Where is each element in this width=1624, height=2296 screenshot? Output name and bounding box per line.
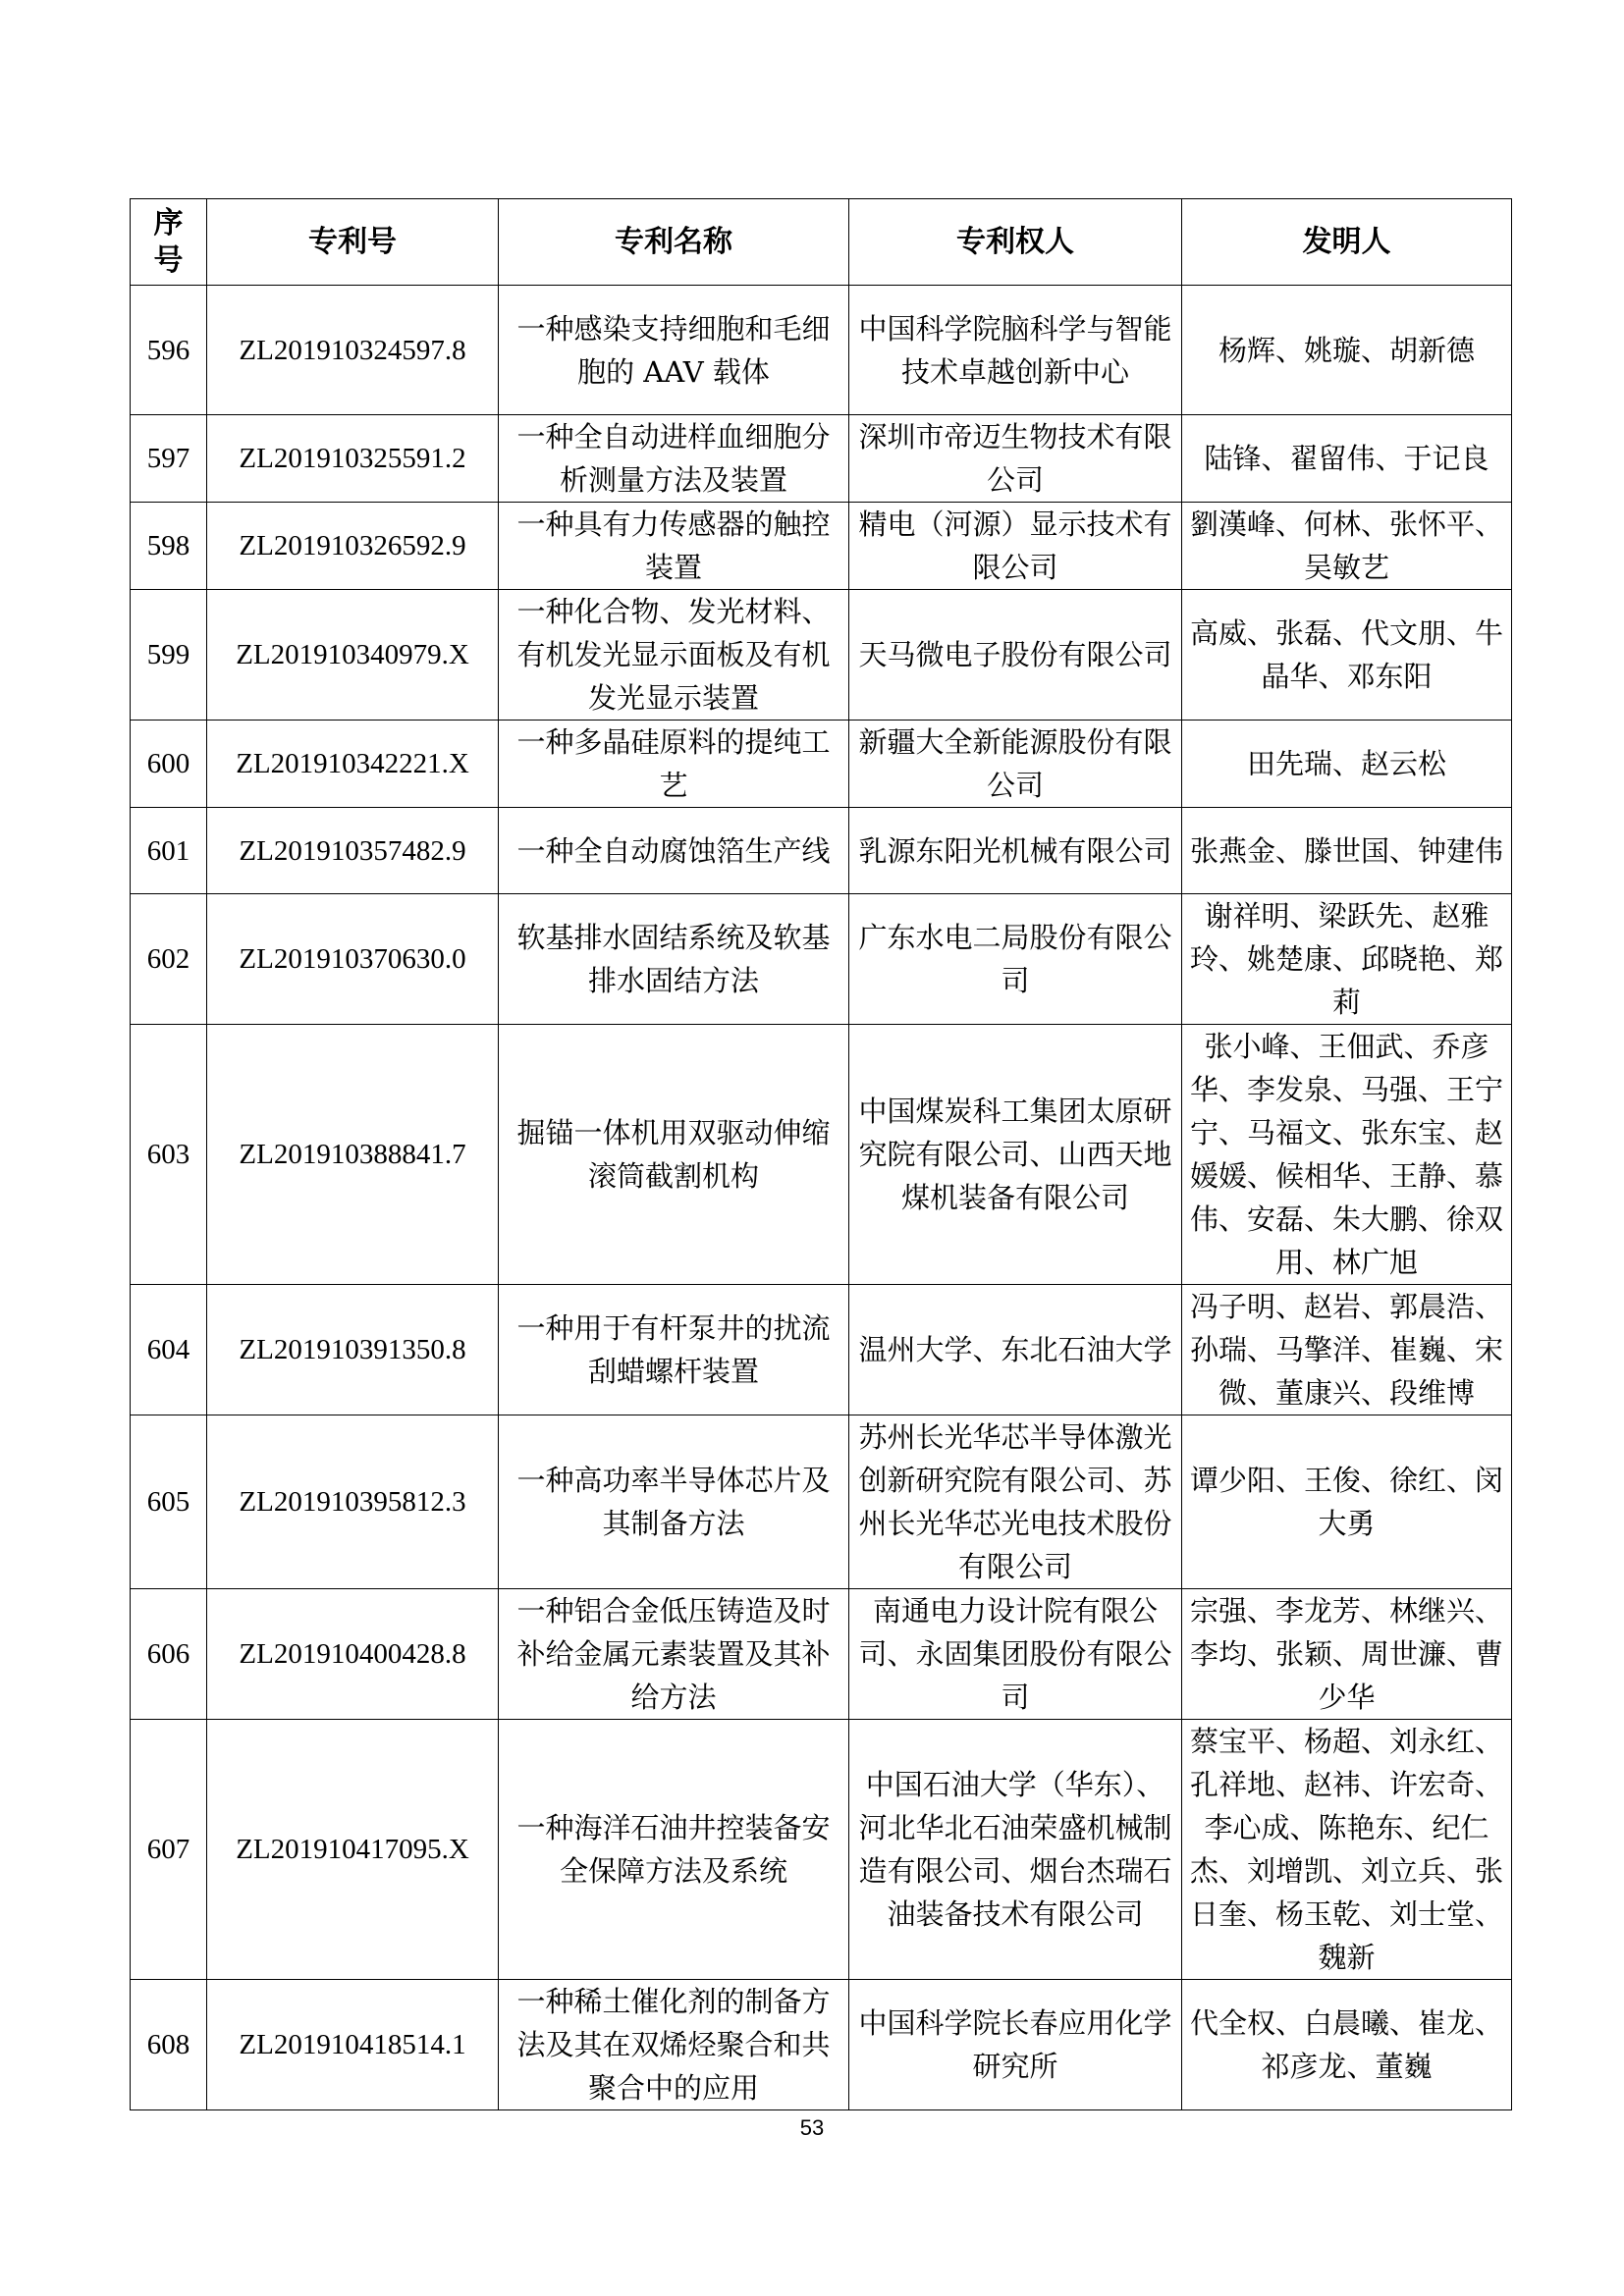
- cell-holder: 中国煤炭科工集团太原研究院有限公司、山西天地煤机装备有限公司: [849, 1025, 1182, 1285]
- table-row: [131, 1025, 1512, 1285]
- table-header-row: [131, 199, 1512, 286]
- cell-patent-no: ZL201910342221.X: [207, 721, 499, 808]
- cell-patent-no: ZL201910340979.X: [207, 590, 499, 721]
- patent-table: [130, 198, 1512, 2110]
- cell-holder: 精电（河源）显示技术有限公司: [849, 503, 1182, 590]
- cell-patent-no: ZL201910324597.8: [207, 286, 499, 415]
- table-row: [131, 1720, 1512, 1980]
- table-row: [131, 1415, 1512, 1589]
- cell-patent-no: ZL201910395812.3: [207, 1415, 499, 1589]
- cell-holder: 乳源东阳光机械有限公司: [849, 808, 1182, 894]
- cell-holder: 新疆大全新能源股份有限公司: [849, 721, 1182, 808]
- header-patent-no: 专利号: [207, 199, 499, 286]
- cell-seq: 606: [131, 1589, 207, 1720]
- cell-seq: 596: [131, 286, 207, 415]
- cell-patent-name: 一种铝合金低压铸造及时补给金属元素装置及其补给方法: [499, 1589, 849, 1720]
- table-row: [131, 286, 1512, 415]
- cell-holder: 中国石油大学（华东）、河北华北石油荣盛机械制造有限公司、烟台杰瑞石油装备技术有限公司: [849, 1720, 1182, 1980]
- cell-patent-name: 一种稀土催化剂的制备方法及其在双烯烃聚合和共聚合中的应用: [499, 1980, 849, 2110]
- cell-inventors: 张燕金、滕世国、钟建伟: [1182, 808, 1512, 894]
- cell-seq: 602: [131, 894, 207, 1025]
- cell-seq: 605: [131, 1415, 207, 1589]
- cell-holder: 中国科学院脑科学与智能技术卓越创新中心: [849, 286, 1182, 415]
- cell-patent-name: 一种具有力传感器的触控装置: [499, 503, 849, 590]
- cell-patent-name: 软基排水固结系统及软基排水固结方法: [499, 894, 849, 1025]
- cell-patent-name: 一种感染支持细胞和毛细胞的 AAV 载体: [499, 286, 849, 415]
- cell-inventors: 杨辉、姚璇、胡新德: [1182, 286, 1512, 415]
- header-holder: 专利权人: [849, 199, 1182, 286]
- cell-seq: 597: [131, 415, 207, 503]
- cell-patent-no: ZL201910326592.9: [207, 503, 499, 590]
- table-row: [131, 590, 1512, 721]
- cell-holder: 温州大学、东北石油大学: [849, 1285, 1182, 1415]
- header-inventors: 发明人: [1182, 199, 1512, 286]
- cell-patent-no: ZL201910400428.8: [207, 1589, 499, 1720]
- cell-patent-no: ZL201910417095.X: [207, 1720, 499, 1980]
- cell-patent-name: 掘锚一体机用双驱动伸缩滚筒截割机构: [499, 1025, 849, 1285]
- cell-patent-no: ZL201910325591.2: [207, 415, 499, 503]
- cell-patent-name: 一种海洋石油井控装备安全保障方法及系统: [499, 1720, 849, 1980]
- cell-inventors: 谢祥明、梁跃先、赵雅玲、姚楚康、邱晓艳、郑莉: [1182, 894, 1512, 1025]
- table-row: [131, 808, 1512, 894]
- table-row: [131, 1589, 1512, 1720]
- table-row: [131, 415, 1512, 503]
- cell-seq: 601: [131, 808, 207, 894]
- cell-patent-no: ZL201910370630.0: [207, 894, 499, 1025]
- header-seq: [131, 199, 207, 286]
- cell-seq: 607: [131, 1720, 207, 1980]
- table-row: [131, 503, 1512, 590]
- cell-patent-no: ZL201910388841.7: [207, 1025, 499, 1285]
- cell-seq: 599: [131, 590, 207, 721]
- cell-inventors: 陆锋、翟留伟、于记良: [1182, 415, 1512, 503]
- cell-patent-name: 一种全自动进样血细胞分析测量方法及装置: [499, 415, 849, 503]
- cell-patent-no: ZL201910391350.8: [207, 1285, 499, 1415]
- table-row: [131, 721, 1512, 808]
- table-row: [131, 894, 1512, 1025]
- cell-holder: 中国科学院长春应用化学研究所: [849, 1980, 1182, 2110]
- cell-patent-name: 一种用于有杆泵井的扰流刮蜡螺杆装置: [499, 1285, 849, 1415]
- table-row: [131, 1980, 1512, 2110]
- cell-patent-name: 一种全自动腐蚀箔生产线: [499, 808, 849, 894]
- cell-patent-name: 一种多晶硅原料的提纯工艺: [499, 721, 849, 808]
- cell-inventors: 代全权、白晨曦、崔龙、祁彦龙、董巍: [1182, 1980, 1512, 2110]
- cell-inventors: 冯子明、赵岩、郭晨浩、孙瑞、马擎洋、崔巍、宋微、董康兴、段维博: [1182, 1285, 1512, 1415]
- header-seq-top: 序: [153, 205, 184, 240]
- cell-patent-name: 一种化合物、发光材料、有机发光显示面板及有机发光显示装置: [499, 590, 849, 721]
- cell-inventors: 谭少阳、王俊、徐红、闵大勇: [1182, 1415, 1512, 1589]
- cell-seq: 603: [131, 1025, 207, 1285]
- cell-seq: 598: [131, 503, 207, 590]
- cell-inventors: 宗强、李龙芳、林继兴、李均、张颖、周世濂、曹少华: [1182, 1589, 1512, 1720]
- cell-holder: 南通电力设计院有限公司、永固集团股份有限公司: [849, 1589, 1182, 1720]
- cell-inventors: 蔡宝平、杨超、刘永红、孔祥地、赵祎、许宏奇、李心成、陈艳东、纪仁杰、刘增凯、刘立兵、张日奎、杨玉乾、刘士堂、魏新: [1182, 1720, 1512, 1980]
- cell-patent-no: ZL201910357482.9: [207, 808, 499, 894]
- cell-holder: 天马微电子股份有限公司: [849, 590, 1182, 721]
- cell-inventors: 高威、张磊、代文朋、牛晶华、邓东阳: [1182, 590, 1512, 721]
- page-number: 53: [799, 2115, 825, 2140]
- cell-inventors: 田先瑞、赵云松: [1182, 721, 1512, 808]
- cell-holder: 深圳市帝迈生物技术有限公司: [849, 415, 1182, 503]
- cell-patent-no: ZL201910418514.1: [207, 1980, 499, 2110]
- header-seq-bottom: 号: [153, 242, 184, 278]
- cell-inventors: 劉漢峰、何林、张怀平、吴敏艺: [1182, 503, 1512, 590]
- cell-seq: 604: [131, 1285, 207, 1415]
- cell-holder: 苏州长光华芯半导体激光创新研究院有限公司、苏州长光华芯光电技术股份有限公司: [849, 1415, 1182, 1589]
- cell-seq: 600: [131, 721, 207, 808]
- cell-patent-name: 一种高功率半导体芯片及其制备方法: [499, 1415, 849, 1589]
- table-row: [131, 1285, 1512, 1415]
- cell-inventors: 张小峰、王佃武、乔彦华、李发泉、马强、王宁宁、马福文、张东宝、赵媛媛、候相华、王静、慕伟、安磊、朱大鹏、徐双用、林广旭: [1182, 1025, 1512, 1285]
- header-patent-name: 专利名称: [499, 199, 849, 286]
- cell-holder: 广东水电二局股份有限公司: [849, 894, 1182, 1025]
- cell-seq: 608: [131, 1980, 207, 2110]
